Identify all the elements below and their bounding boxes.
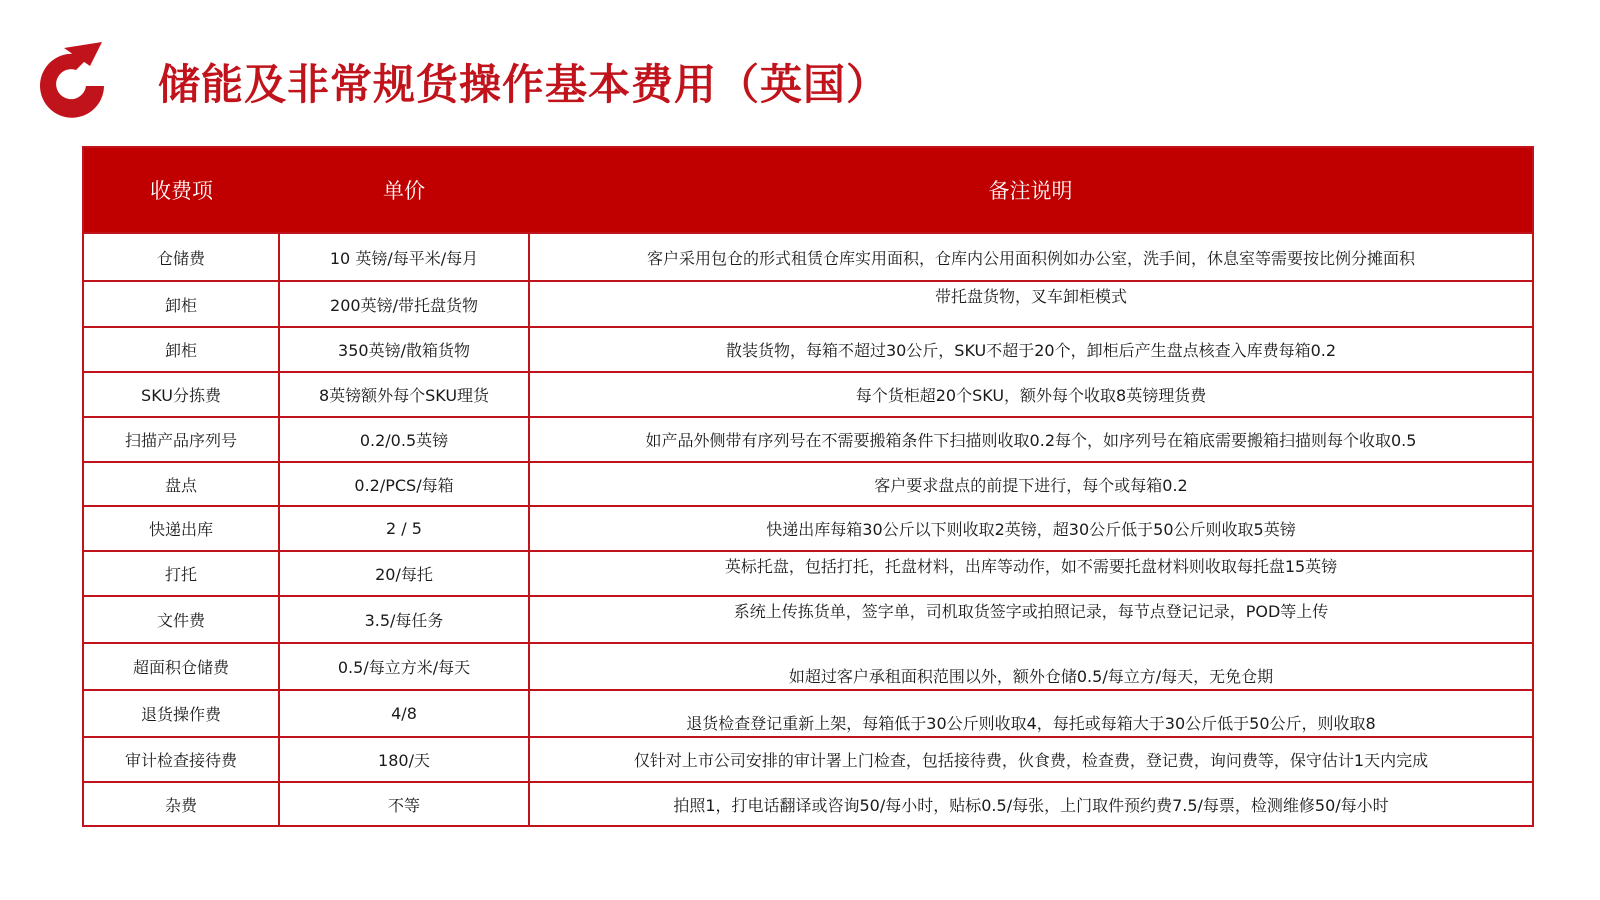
table-body [83,233,1533,826]
column-header-note: 备注说明 [529,147,1533,233]
cell-note: 英标托盘，包括打托，托盘材料，出库等动作，如不需要托盘材料则收取每托盘15英镑 [529,551,1533,596]
cell-item: 卸柜 [83,327,279,372]
cell-note: 拍照1，打电话翻译或咨询50/每小时，贴标0.5/每张，上门取件预约费7.5/每票，检测维修50/每小时 [529,782,1533,826]
cell-price: 4/8 [279,690,529,737]
cell-item: 杂费 [83,782,279,826]
table-row [83,372,1533,417]
table-row [83,506,1533,551]
column-header-item: 收费项 [83,147,279,233]
page-title: 储能及非常规货操作基本费用（英国） [158,60,890,109]
cell-price: 3.5/每任务 [279,596,529,643]
cell-note: 仅针对上市公司安排的审计署上门检查，包括接待费，伙食费，检查费，登记费，询问费等，保守估计1天内完成 [529,737,1533,782]
cell-item: 打托 [83,551,279,596]
cell-price: 0.2/0.5英镑 [279,417,529,462]
cell-item: 扫描产品序列号 [83,417,279,462]
cell-note: 带托盘货物，叉车卸柜模式 [529,281,1533,327]
cell-item: 卸柜 [83,281,279,327]
table-row [83,233,1533,281]
fee-table [82,146,1534,827]
cell-item: 超面积仓储费 [83,643,279,690]
table-row [83,417,1533,462]
cell-price: 8英镑额外每个SKU理货 [279,372,529,417]
cell-note: 退货检查登记重新上架，每箱低于30公斤则收取4，每托或每箱大于30公斤低于50公斤，则收取8 [529,690,1533,737]
table-header-row [83,147,1533,233]
column-header-price: 单价 [279,147,529,233]
cell-note: 客户采用包仓的形式租赁仓库实用面积，仓库内公用面积例如办公室，洗手间，休息室等需要按比例分摊面积 [529,233,1533,281]
cell-item: 审计检查接待费 [83,737,279,782]
cell-note: 如超过客户承租面积范围以外，额外仓储0.5/每立方/每天，无免仓期 [529,643,1533,690]
cell-note: 系统上传拣货单，签字单，司机取货签字或拍照记录，每节点登记记录，POD等上传 [529,596,1533,643]
cell-price: 350英镑/散箱货物 [279,327,529,372]
cell-item: SKU分拣费 [83,372,279,417]
table-row [83,643,1533,690]
cell-note: 散装货物，每箱不超过30公斤，SKU不超于20个，卸柜后产生盘点核查入库费每箱0.2 [529,327,1533,372]
cell-item: 文件费 [83,596,279,643]
table-row [83,737,1533,782]
table-row [83,596,1533,643]
cell-price: 0.2/PCS/每箱 [279,462,529,506]
cell-price: 20/每托 [279,551,529,596]
cell-note: 如产品外侧带有序列号在不需要搬箱条件下扫描则收取0.2每个，如序列号在箱底需要搬箱扫描则每个收取0.5 [529,417,1533,462]
table-row [83,690,1533,737]
cell-item: 退货操作费 [83,690,279,737]
cell-note: 每个货柜超20个SKU，额外每个收取8英镑理货费 [529,372,1533,417]
cell-price: 180/天 [279,737,529,782]
table-row [83,551,1533,596]
cell-note: 快递出库每箱30公斤以下则收取2英镑，超30公斤低于50公斤则收取5英镑 [529,506,1533,551]
cell-note: 客户要求盘点的前提下进行，每个或每箱0.2 [529,462,1533,506]
cell-price: 0.5/每立方米/每天 [279,643,529,690]
cell-item: 仓储费 [83,233,279,281]
table-row [83,462,1533,506]
cell-price: 10 英镑/每平米/每月 [279,233,529,281]
cell-price: 200英镑/带托盘货物 [279,281,529,327]
cell-price: 不等 [279,782,529,826]
cell-item: 快递出库 [83,506,279,551]
table-row [83,327,1533,372]
table-row [83,782,1533,826]
cell-item: 盘点 [83,462,279,506]
company-logo-icon [30,40,114,120]
table-row [83,281,1533,327]
cell-price: 2 / 5 [279,506,529,551]
